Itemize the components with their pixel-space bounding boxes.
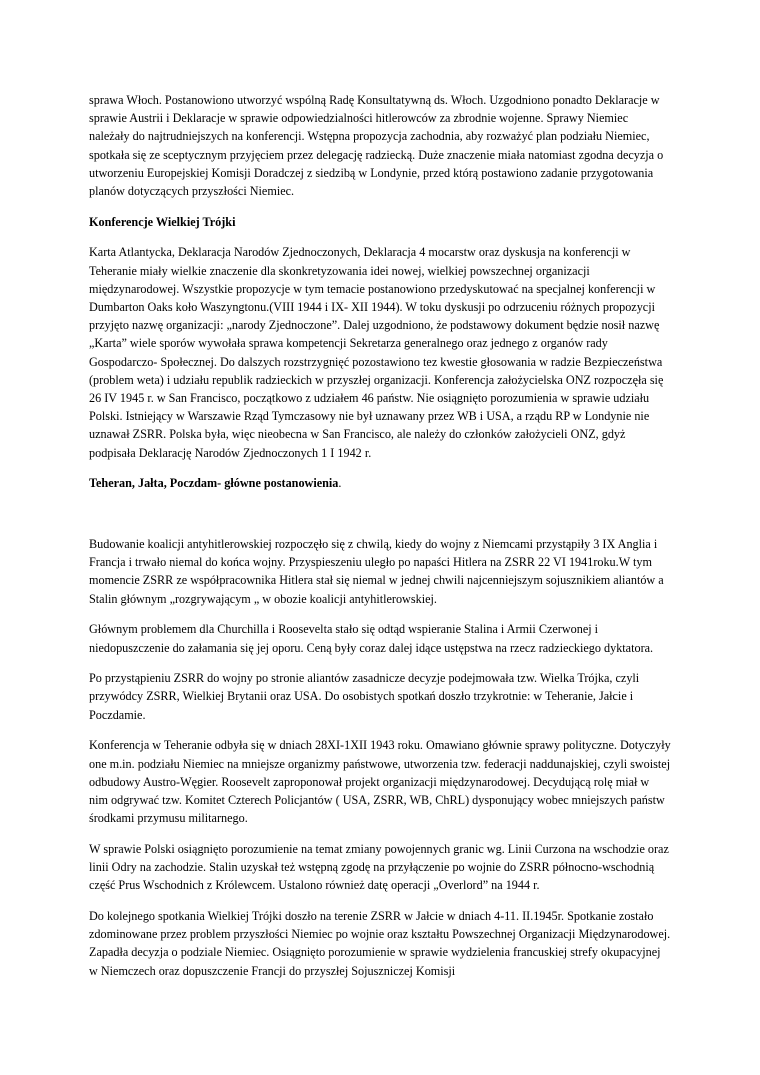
paragraph: Karta Atlantycka, Deklaracja Narodów Zjednoczonych, Deklaracja 4 mocarstw oraz dyskusja na konferencji w Teheranie miały wielkie znaczenie dla skonkretyzowania idei nowej, wielkiej powszechnej organizacji międzynarodowej. Wszystkie propozycje w tym temacie postanowiono przedyskutować na specjalnej konferencji w Dumbarton Oaks koło Waszyngtonu.(VIII 1944 i IX- XII 1944). W toku dyskusji po odrzuceniu różnych propozycji przyjęto nazwę organizacji: „narody Zjednoczone”. Dalej uzgodniono, że podstawowy dokument będzie nosił nazwę „Karta” wiele sporów wywołała sprawa kompetencji Sekretarza generalnego oraz jednego z organów rady Gospodarczo- Społecznej. Do dalszych rozstrzygnięć pozostawiono tez kwestie głosowania w radzie Bezpieczeństwa (problem weta) i udziału republik radzieckich w przyszłej organizacji. Konferencja założycielska ONZ rozpoczęła się 26 IV 1945 r. w San Francisco, początkowo z udziałem 46 państw. Nie osiągnięto porozumienia w sprawie udziału Polski. Istniejący w Warszawie Rząd Tymczasowy nie był uznawany przez WB i USA, a rządu RP w Londynie nie uznawał ZSRR. Polska była, więc nieobecna w San Francisco, ale należy do członków założycieli ONZ, gdyż podpisała Deklarację Narodów Zjednoczonych 1 I 1942 r. bbox=[89, 245, 664, 460]
paragraph: Po przystąpieniu ZSRR do wojny po stronie aliantów zasadnicze decyzje podejmowała tzw. Wielka Trójka, czyli przywódcy ZSRR, Wielkiej Brytanii oraz USA. Do osobistych spotkań doszło trzykrotnie: w Teheranie, Jałcie i Poczdamie. bbox=[89, 671, 640, 722]
paragraph: Do kolejnego spotkania Wielkiej Trójki doszło na terenie ZSRR w Jałcie w dniach 4-11. II.1945r. Spotkanie zostało zdominowane przez problem przyszłości Niemiec po wojnie oraz kształtu Powszechnej Organizacji Międzynarodowej. Zapadła decyzja o podziale Niemiec. Osiągnięto porozumienie w sprawie wydzielenia francuskiej strefy okupacyjnej w Niemczech oraz dopuszczenie Francji do przyszłej Sojuszniczej Komisji bbox=[89, 909, 671, 978]
paragraph: sprawa Włoch. Postanowiono utworzyć wspólną Radę Konsultatywną ds. Włoch. Uzgodniono ponadto Deklaracje w sprawie Austrii i Deklaracje w sprawie odpowiedzialności hitlerowców za zbrodnie wojenne. Sprawy Niemiec należały do najtrudniejszych na konferencji. Wstępna propozycja zachodnia, aby rozważyć plan podziału Niemiec, spotkała się ze sceptycznym przyjęciem przez delegację radziecką. Duże znaczenie miała natomiast zgodna decyzja o utworzeniu Europejskiej Komisji Doradczej z siedzibą w Londynie, przed którą postawiono zadanie przygotowania planów dotyczących przyszłości Niemiec. bbox=[89, 93, 664, 199]
document-page bbox=[89, 91, 671, 992]
section-heading bbox=[89, 474, 671, 492]
paragraph: Głównym problemem dla Churchilla i Roosevelta stało się odtąd wspieranie Stalina i Armii Czerwonej i niedopuszczenie do załamania się jej oporu. Ceną były coraz dalej idące ustępstwa na rzecz radzieckiego dyktatora. bbox=[89, 622, 654, 655]
paragraph: Konferencja w Teheranie odbyła się w dniach 28XI-1XII 1943 roku. Omawiano głównie sprawy polityczne. Dotyczyły one m.in. podziału Niemiec na mniejsze organizmy państwowe, utworzenia tzw. federacji naddunajskiej, czyli swoistej odbudowy Austro-Węgier. Roosevelt zaproponował projekt organizacji międzynarodowej. Decydującą rolę miał w nim odgrywać tzw. Komitet Czterech Policjantów ( USA, ZSRR, WB, ChRL) dysponujący wobec mniejszych państw środkami przymusu militarnego. bbox=[89, 738, 671, 826]
paragraph: Budowanie koalicji antyhitlerowskiej rozpoczęło się z chwilą, kiedy do wojny z Niemcami przystąpiły 3 IX Anglia i Francja i trwało niemal do końca wojny. Przyspieszeniu uległo po napaści Hitlera na ZSRR 22 VI 1941roku.W tym momencie ZSRR ze współpracownika Hitlera stał się niemal w jednej chwili najcenniejszym sojusznikiem aliantów a Stalin głównym „rozgrywającym „ w obozie koalicji antyhitlerowskiej. bbox=[89, 537, 664, 606]
blank-space bbox=[89, 505, 671, 535]
paragraph: W sprawie Polski osiągnięto porozumienie na temat zmiany powojennych granic wg. Linii Curzona na wschodzie oraz linii Odry na zachodzie. Stalin uzyskał też wstępną zgodę na przyłączenie po wojnie do ZSRR północno-wschodnią część Prus Wschodnich z Królewcem. Ustalono również datę operacji „Overlord” na 1944 r. bbox=[89, 841, 669, 893]
section-heading-text: Teheran, Jałta, Poczdam- główne postanowienia bbox=[89, 476, 339, 491]
section-heading: Konferencje Wielkiej Trójki bbox=[89, 214, 236, 229]
section-heading-period: . bbox=[338, 476, 342, 491]
